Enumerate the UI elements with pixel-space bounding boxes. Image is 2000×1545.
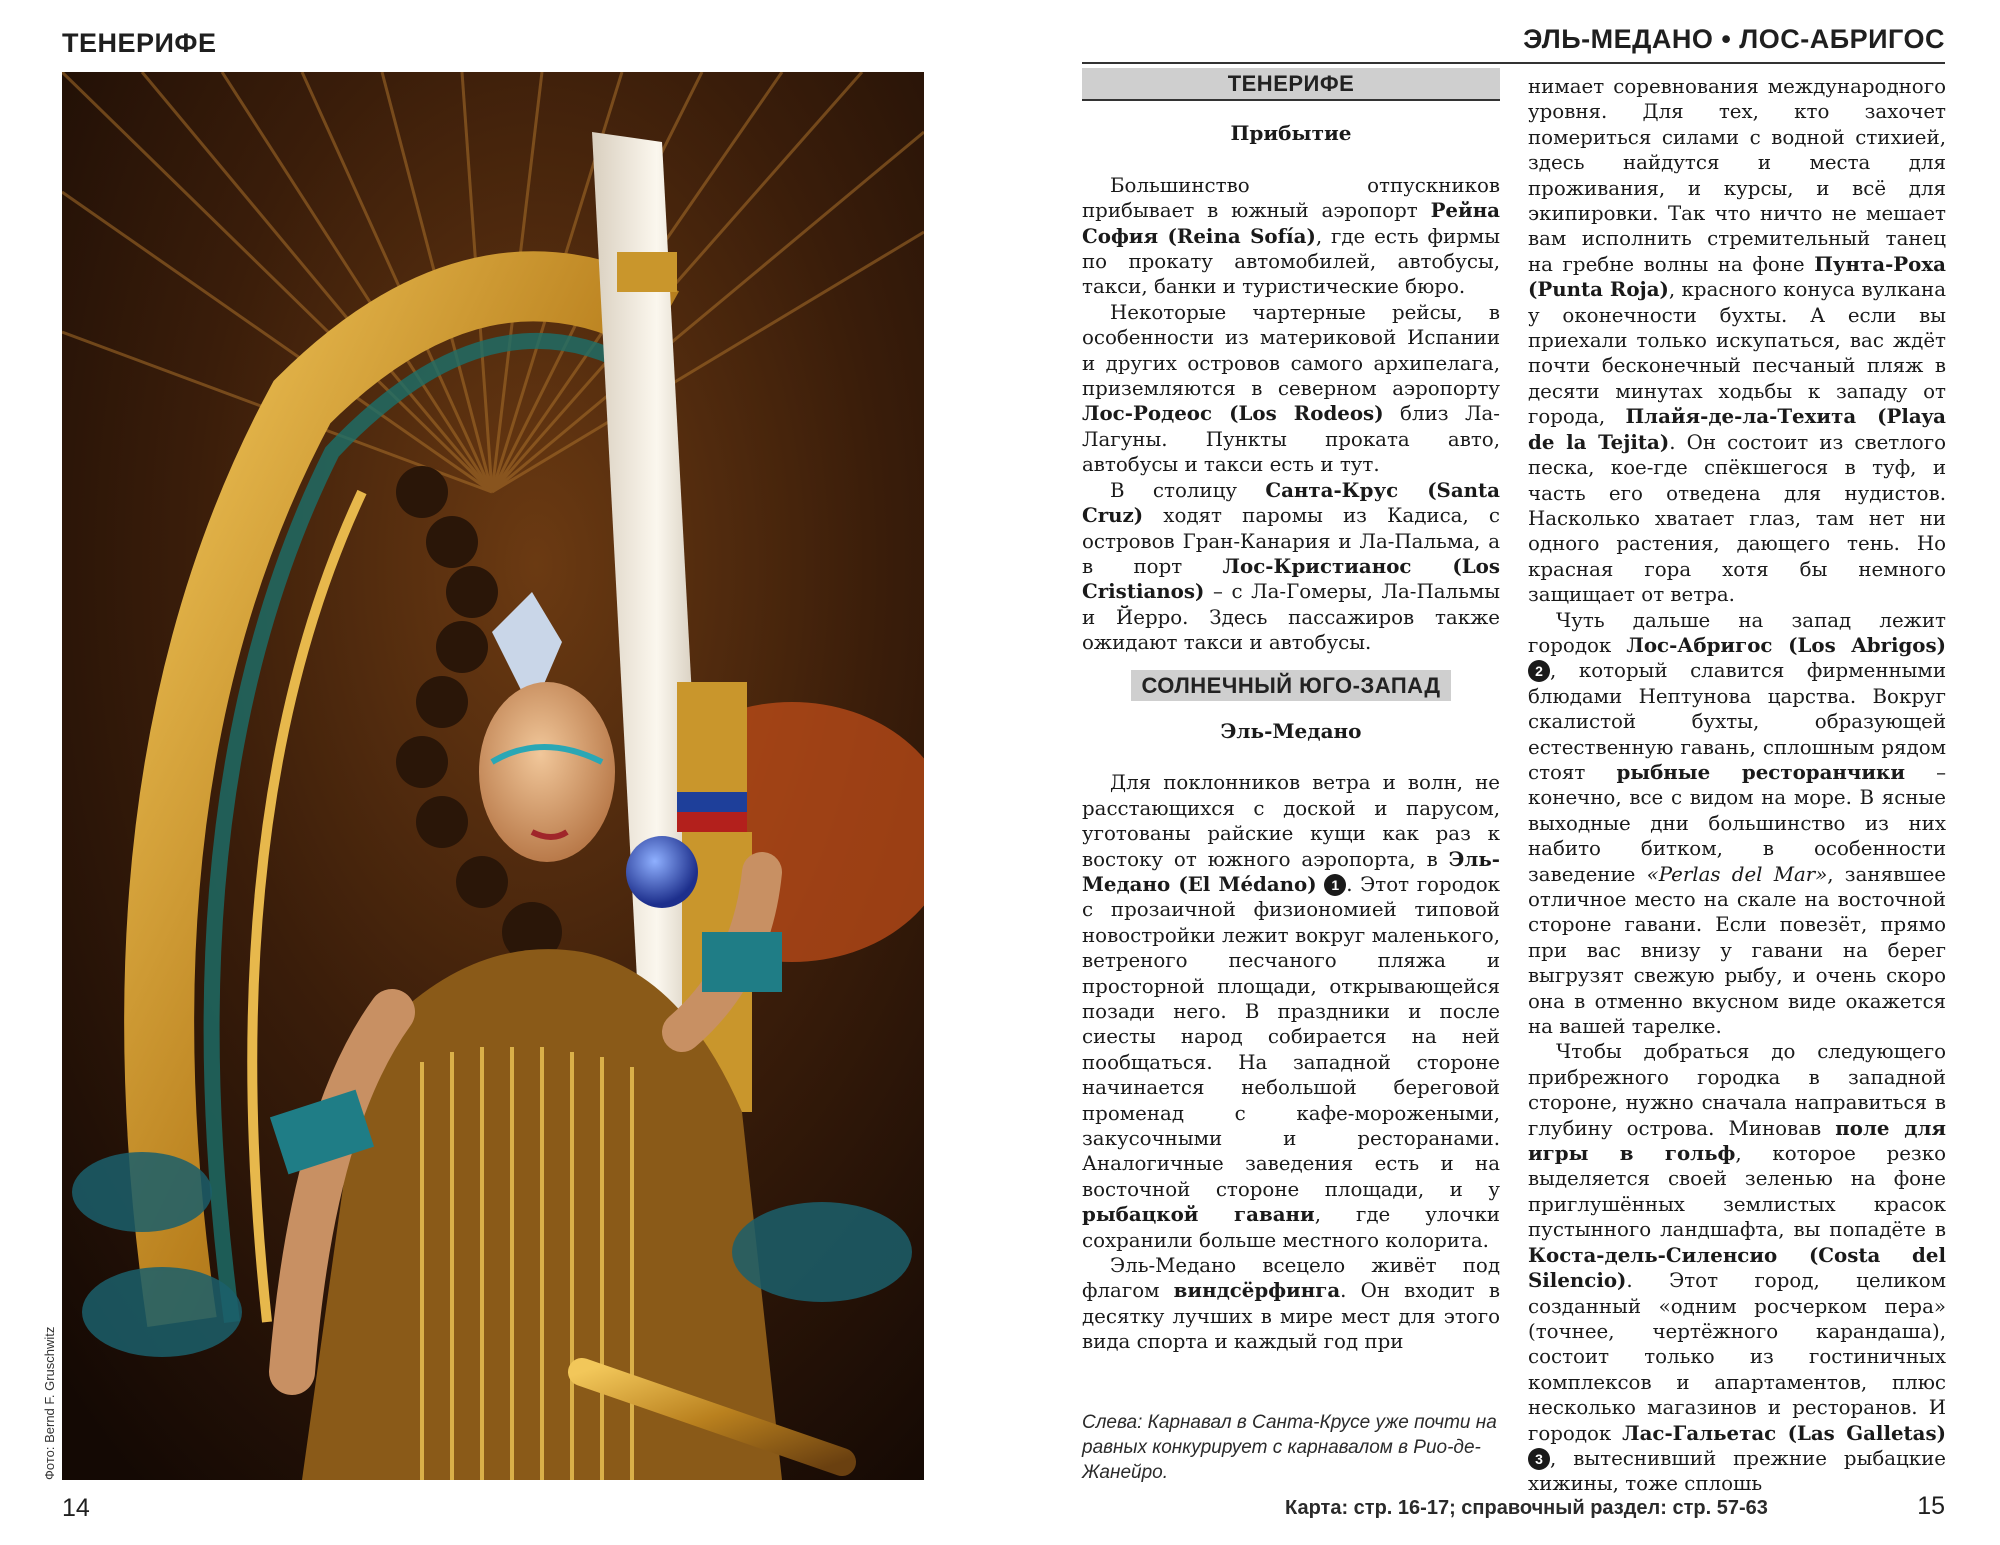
- paragraph-arrival-2: Некоторые чартерные рейсы, в особенности из материковой Испании и других островов самого архипелага, приземляются в северном аэропорту Лос-Родеос (Los Rodeos) близ Ла-Лагуны. Пункты проката авто, автобусы и такси есть и тут.: [1082, 300, 1500, 477]
- running-head-left: ТЕНЕРИФЕ: [62, 28, 217, 58]
- paragraph-los-abrigos: Чуть дальше на запад лежит городок Лос-Абригос (Los Abrigos) 2 , который славится фирменными блюдами Нептунова царства. Вокруг скалистой бухты, образующей естественную гавань, сплошным рядом стоят рыбные ресторанчики – конечно, все с видом на море. В ясные выходные дни большинство из них набито битком, в особенности заведение «Perlas del Mar», занявшее отличное место на скале на восточной стороне гавани. Если повезёт, прямо при вас внизу у гавани на берег выгрузят свежую рыбу, и очень скоро она в отменно вкусном виде окажется на вашей тарелке.: [1528, 608, 1946, 1039]
- map-marker-1: 1: [1324, 874, 1346, 896]
- paragraph-medano-1: Для поклонников ветра и волн, не расстающихся с доской и парусом, уготованы райские кущи как раз к востоку от южного аэропорта, в Эль-Медано (El Médano) 1 . Этот городок с прозаичной физиономией типовой новостройки лежит вокруг маленького, ветреного песчаного пляжа и просторной площади, открывающейся позади него. В праздники и после сиесты народ собирается на ней пообщаться. На западной стороне начинается небольшой береговой променад с кафе-морожеными, закусочными и ресторанами. Аналогичные заведения есть и на восточной стороне площади, и у рыбацкой гавани, где улочки сохранили больше местного колорита.: [1082, 771, 1500, 1252]
- photo-credit: Фото: Bernd F. Gruschwitz: [42, 1326, 57, 1480]
- subhead-arrival: Прибытие: [1230, 121, 1352, 146]
- section-title-southwest: СОЛНЕЧНЫЙ ЮГО-ЗАПАД: [1082, 670, 1500, 701]
- left-page: [0, 0, 960, 1545]
- map-marker-2: 2: [1528, 660, 1550, 682]
- text-column-2: [1528, 74, 1946, 1497]
- section-title-tenerife: ТЕНЕРИФЕ: [1082, 68, 1500, 101]
- subhead-el-medano: Эль-Медано: [1220, 718, 1362, 743]
- map-marker-3: 3: [1528, 1448, 1550, 1470]
- carnival-photo: [62, 72, 924, 1480]
- paragraph-arrival-3: В столицу Санта-Крус (Santa Cruz) ходят паромы из Кадиса, с островов Гран-Канария и Ла-Пальма, а в порт Лос-Кристианос (Los Cristianos) – с Ла-Гомеры, Ла-Пальмы и Йерро. Здесь пассажиров также ожидают такси и автобусы.: [1082, 477, 1501, 655]
- running-head-right: ЭЛЬ-МЕДАНО • ЛОС-АБРИГОС: [1523, 24, 1945, 54]
- paragraph-medano-3: нимает соревнования международного уровня. Для тех, кто захочет помериться силами с водной стихией, здесь найдутся и места для проживания, и курсы, и всё для экипировки. Так что ничто не мешает вам исполнить стремительный танец на гребне волны на фоне Пунта-Роха (Punta Roja), красного конуса вулкана у оконечности бухты. А если вы приехали только искупаться, вас ждёт почти бесконечный песчаный пляж в десяти минутах ходьбы к западу от города, Плайя-де-ла-Техита (Playa de la Tejita). Он состоит из светлого песка, кое-где спёкшегося в туф, и часть его отведена для нудистов. Насколько хватает глаз, там нет ни одного растения, дающего тень. Но красная гора хотя бы немного защищает от ветра.: [1528, 75, 1946, 607]
- page-number-left: 14: [62, 1494, 90, 1522]
- paragraph-costa-del-silencio: Чтобы добраться до следующего прибрежного городка в западной стороне, нужно сначала направиться в глубину острова. Миновав поле для игры в гольф, которое резко выделяется своей зеленью на фоне приглушённых землистых красок пустынного ландшафта, вы попадёте в Коста-дель-Силенсио (Costa del Silencio). Этот город, целиком созданный «одним росчерком пера» (точнее, чертёжного карандаша), состоит только из гостиничных комплексов и апартаментов, плюс несколько магазинов и ресторанов. И городок Лас-Гальетас (Las Galletas) 3 , вытеснивший прежние рыбацкие хижины, тоже сплошь: [1528, 1040, 1947, 1496]
- carnival-photo-illustration: [62, 72, 924, 1480]
- paragraph-medano-2: Эль-Медано всецело живёт под флагом виндсёрфинга. Он входит в десятку лучших в мире мест для этого вида спорта и каждый год при: [1082, 1254, 1500, 1354]
- page-number-right: 15: [1917, 1492, 1945, 1520]
- photo-caption: Слева: Карнавал в Санта-Крусе уже почти на равных конкурирует с карнавалом в Рио-де-Жанейро.: [1082, 1412, 1497, 1483]
- footer-reference: Карта: стр. 16-17; справочный раздел: стр. 57-63: [1285, 1497, 1768, 1519]
- header-rule: [1082, 62, 1945, 64]
- paragraph-arrival-1: Большинство отпускников прибывает в южный аэропорт Рейна София (Reina Sofía), где есть фирмы по прокату автомобилей, автобусы, такси, банки и туристические бюро.: [1082, 173, 1500, 299]
- right-page: [1040, 0, 2000, 1545]
- text-column-1: [1082, 68, 1500, 1355]
